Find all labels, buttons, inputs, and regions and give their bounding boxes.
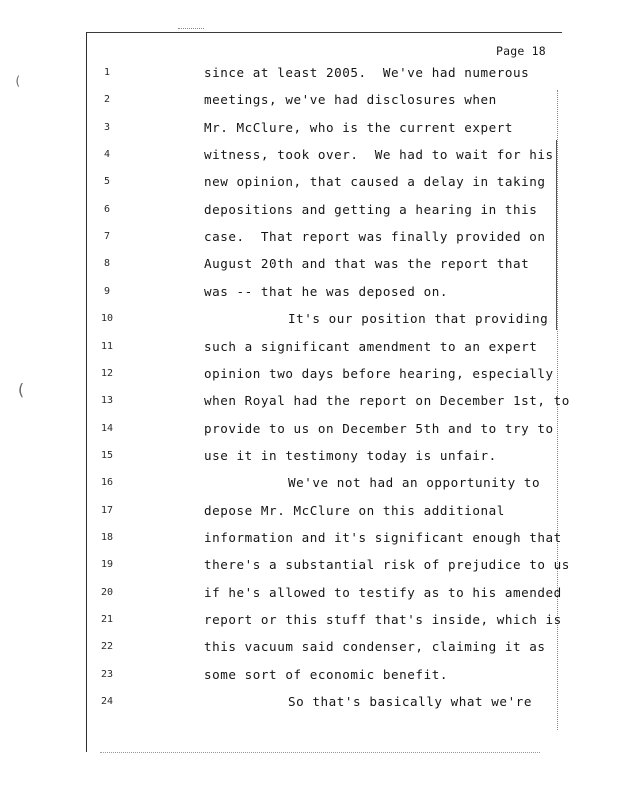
line-number: 9	[103, 286, 111, 297]
line-number: 6	[103, 204, 111, 215]
transcript-line: this vacuum said condenser, claiming it as	[204, 639, 546, 654]
line-number: 2	[103, 94, 111, 105]
page-border-top	[86, 32, 562, 33]
line-number: 13	[100, 395, 114, 406]
transcript-line: Mr. McClure, who is the current expert	[204, 120, 514, 135]
transcript-line: So that's basically what we're	[288, 694, 532, 709]
transcript-line: if he's allowed to testify as to his amended	[204, 585, 562, 600]
line-number: 24	[100, 696, 114, 707]
transcript-line: new opinion, that caused a delay in taking	[204, 174, 546, 189]
transcript-line: meetings, we've had disclosures when	[204, 92, 497, 107]
line-number: 10	[100, 313, 114, 324]
transcript-line: opinion two days before hearing, especially	[204, 366, 554, 381]
line-number: 16	[100, 477, 114, 488]
line-number: 23	[100, 669, 114, 680]
line-number: 8	[103, 258, 111, 269]
transcript-line: depositions and getting a hearing in this	[204, 202, 538, 217]
line-number: 5	[103, 176, 111, 187]
line-number: 19	[100, 559, 114, 570]
margin-mark: (	[14, 74, 22, 88]
transcript-line: We've not had an opportunity to	[288, 475, 541, 490]
transcript-line: It's our position that providing	[288, 311, 549, 326]
transcript-line: since at least 2005. We've had numerous	[204, 65, 530, 80]
transcript-line: there's a substantial risk of prejudice to us	[204, 557, 570, 572]
page-border-left	[86, 32, 87, 752]
right-scan-line	[556, 140, 557, 330]
transcript-line: provide to us on December 5th and to try to	[204, 421, 554, 436]
line-number: 4	[103, 149, 111, 160]
transcript-line: some sort of economic benefit.	[204, 667, 448, 682]
line-number: 18	[100, 532, 114, 543]
transcript-line: witness, took over. We had to wait for his	[204, 147, 554, 162]
line-number: 22	[100, 641, 114, 652]
transcript-line: information and it's significant enough that	[204, 530, 562, 545]
line-number: 14	[100, 423, 114, 434]
line-number: 12	[100, 368, 114, 379]
line-number: 11	[100, 341, 114, 352]
line-number: 1	[103, 67, 111, 78]
transcript-line: case. That report was finally provided on	[204, 229, 546, 244]
line-number: 20	[100, 587, 114, 598]
transcript-line: August 20th and that was the report that	[204, 256, 530, 271]
transcript-line: depose Mr. McClure on this additional	[204, 503, 505, 518]
page-border-right	[557, 90, 559, 730]
line-number: 17	[100, 505, 114, 516]
line-number: 15	[100, 450, 114, 461]
page-number: Page 18	[496, 44, 546, 58]
top-scan-mark	[178, 28, 204, 31]
line-number: 21	[100, 614, 114, 625]
page-border-bottom	[100, 752, 540, 754]
margin-mark: (	[16, 380, 26, 399]
transcript-line: was -- that he was deposed on.	[204, 284, 448, 299]
transcript-line: report or this stuff that's inside, which is	[204, 612, 562, 627]
line-number: 3	[103, 122, 111, 133]
transcript-line: when Royal had the report on December 1st, to	[204, 393, 570, 408]
line-number: 7	[103, 231, 111, 242]
transcript-line: use it in testimony today is unfair.	[204, 448, 497, 463]
transcript-line: such a significant amendment to an expert	[204, 339, 538, 354]
